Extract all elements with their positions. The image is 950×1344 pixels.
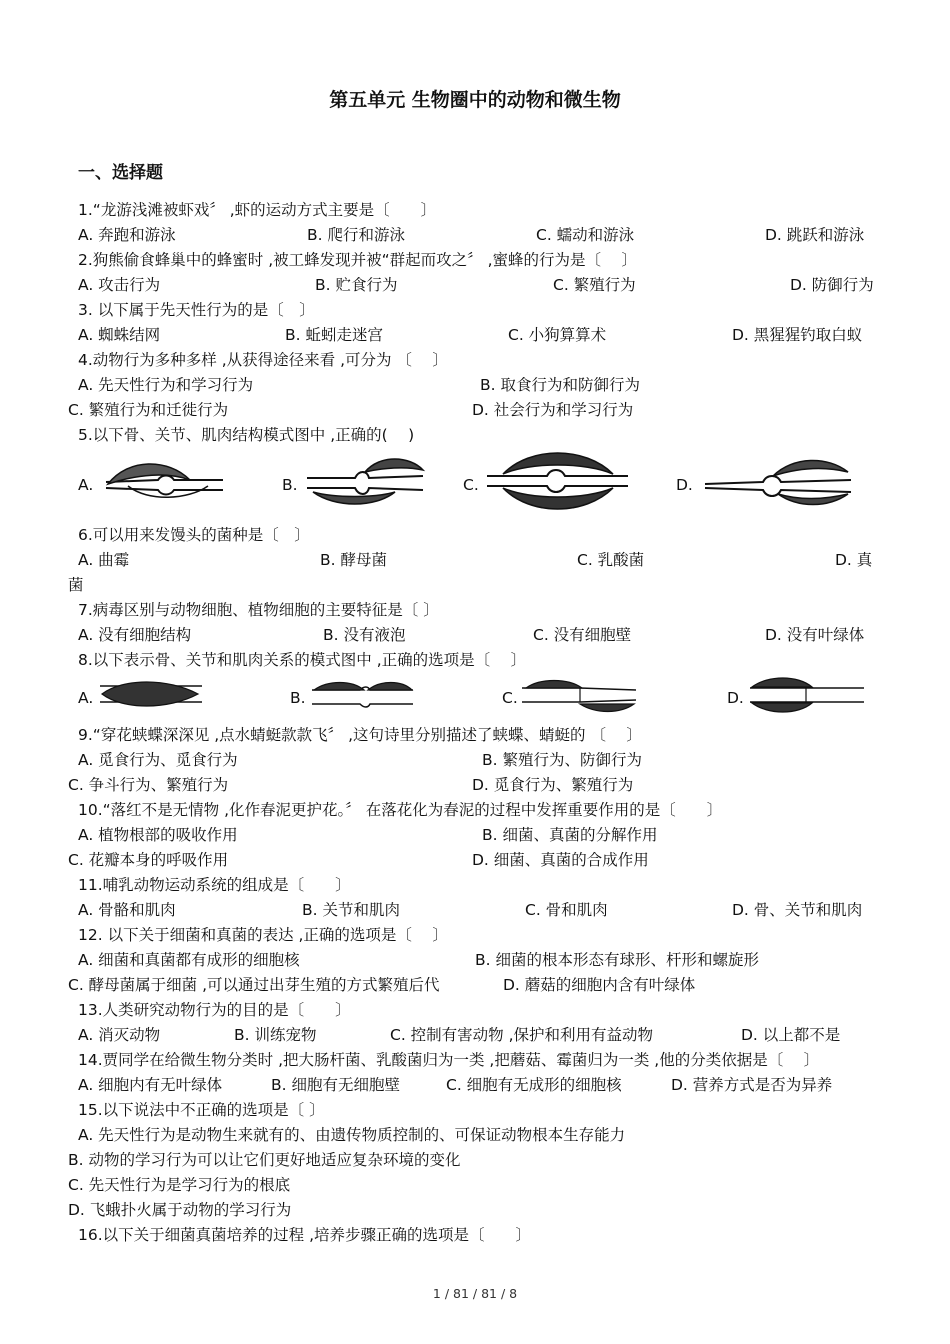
question-1-stem: 1.“龙游浅滩被虾戏〞 ,虾的运动方式主要是〔 〕 xyxy=(78,201,437,219)
question-15-stem: 15.以下说法中不正确的选项是〔 〕 xyxy=(78,1101,325,1119)
question-14-option-d[interactable]: D. 营养方式是否为异养 xyxy=(671,1076,833,1094)
question-3-stem: 3. 以下属于先天性行为的是〔 〕 xyxy=(78,301,315,319)
question-13-stem: 13.人类研究动物行为的目的是〔 〕 xyxy=(78,1001,351,1019)
question-11-stem: 11.哺乳动物运动系统的组成是〔 〕 xyxy=(78,876,351,894)
question-11-option-b[interactable]: B. 关节和肌肉 xyxy=(302,901,400,919)
question-15-option-d[interactable]: D. 飞蛾扑火属于动物的学习行为 xyxy=(68,1201,292,1219)
question-7-option-a[interactable]: A. 没有细胞结构 xyxy=(78,626,192,644)
question-15-option-b[interactable]: B. 动物的学习行为可以让它们更好地适应复杂环境的变化 xyxy=(68,1151,461,1169)
page-title: 第五单元 生物圈中的动物和微生物 xyxy=(329,89,621,111)
question-8-option-a[interactable]: A. xyxy=(78,689,94,707)
question-6-option-d-wrap: 菌 xyxy=(68,576,84,594)
question-1-option-a[interactable]: A. 奔跑和游泳 xyxy=(78,226,176,244)
question-4-stem: 4.动物行为多种多样 ,从获得途径来看 ,可分为 〔 〕 xyxy=(78,351,448,369)
question-12-option-c[interactable]: C. 酵母菌属于细菌 ,可以通过出芽生殖的方式繁殖后代 xyxy=(68,976,440,994)
question-4-option-b[interactable]: B. 取食行为和防御行为 xyxy=(480,376,640,394)
question-5-option-d[interactable]: D. xyxy=(676,476,693,494)
question-8-figure-a xyxy=(98,676,204,712)
question-3-option-d[interactable]: D. 黑猩猩钓取白蚁 xyxy=(732,326,863,344)
question-15-option-c[interactable]: C. 先天性行为是学习行为的根底 xyxy=(68,1176,291,1194)
question-5-option-b[interactable]: B. xyxy=(282,476,298,494)
question-13-option-a[interactable]: A. 消灭动物 xyxy=(78,1026,161,1044)
question-5-figure-b xyxy=(305,452,425,510)
question-5-figure-d xyxy=(703,452,853,510)
question-13-option-b[interactable]: B. 训练宠物 xyxy=(234,1026,317,1044)
question-6-stem: 6.可以用来发馒头的菌种是〔 〕 xyxy=(78,526,310,544)
question-1-option-b[interactable]: B. 爬行和游泳 xyxy=(307,226,405,244)
question-10-option-c[interactable]: C. 花瓣本身的呼吸作用 xyxy=(68,851,229,869)
question-11-option-d[interactable]: D. 骨、关节和肌肉 xyxy=(732,901,863,919)
question-14-option-a[interactable]: A. 细胞内有无叶绿体 xyxy=(78,1076,223,1094)
question-14-option-b[interactable]: B. 细胞有无细胞壁 xyxy=(271,1076,400,1094)
question-4-option-d[interactable]: D. 社会行为和学习行为 xyxy=(472,401,634,419)
question-8-option-b[interactable]: B. xyxy=(290,689,306,707)
question-8-option-d[interactable]: D. xyxy=(727,689,744,707)
question-9-option-a[interactable]: A. 觅食行为、觅食行为 xyxy=(78,751,238,769)
question-2-option-c[interactable]: C. 繁殖行为 xyxy=(553,276,636,294)
question-14-option-c[interactable]: C. 细胞有无成形的细胞核 xyxy=(446,1076,622,1094)
question-3-option-a[interactable]: A. 蜘蛛结网 xyxy=(78,326,161,344)
question-9-stem: 9.“穿花蛱蝶深深见 ,点水蜻蜓款款飞〞 ,这句诗里分别描述了蛱蝶、蜻蜓的 〔 〕 xyxy=(78,726,642,744)
question-13-option-c[interactable]: C. 控制有害动物 ,保护和利用有益动物 xyxy=(390,1026,654,1044)
question-5-figure-a xyxy=(98,452,228,510)
question-5-figure-c xyxy=(485,448,630,514)
question-9-option-b[interactable]: B. 繁殖行为、防御行为 xyxy=(482,751,642,769)
question-6-option-c[interactable]: C. 乳酸菌 xyxy=(577,551,645,569)
question-13-option-d[interactable]: D. 以上都不是 xyxy=(741,1026,841,1044)
question-16-stem: 16.以下关于细菌真菌培养的过程 ,培养步骤正确的选项是〔 〕 xyxy=(78,1226,532,1244)
question-1-option-c[interactable]: C. 蠕动和游泳 xyxy=(536,226,635,244)
question-12-option-a[interactable]: A. 细菌和真菌都有成形的细胞核 xyxy=(78,951,300,969)
question-5-stem: 5.以下骨、关节、肌肉结构模式图中 ,正确的( ) xyxy=(78,426,415,444)
question-1-option-d[interactable]: D. 跳跃和游泳 xyxy=(765,226,865,244)
question-12-option-b[interactable]: B. 细菌的根本形态有球形、杆形和螺旋形 xyxy=(475,951,759,969)
question-11-option-c[interactable]: C. 骨和肌肉 xyxy=(525,901,608,919)
question-6-option-d[interactable]: D. 真 xyxy=(835,551,873,569)
question-12-option-d[interactable]: D. 蘑菇的细胞内含有叶绿体 xyxy=(503,976,696,994)
section-heading: 一、选择题 xyxy=(78,163,163,183)
question-11-option-a[interactable]: A. 骨骼和肌肉 xyxy=(78,901,176,919)
question-7-option-d[interactable]: D. 没有叶绿体 xyxy=(765,626,865,644)
question-7-option-c[interactable]: C. 没有细胞壁 xyxy=(533,626,632,644)
question-2-option-d[interactable]: D. 防御行为 xyxy=(790,276,874,294)
question-8-stem: 8.以下表示骨、关节和肌肉关系的模式图中 ,正确的选项是〔 〕 xyxy=(78,651,527,669)
question-14-stem: 14.贾同学在给微生物分类时 ,把大肠杆菌、乳酸菌归为一类 ,把蘑菇、霉菌归为一类 ,他的分类依据是〔 〕 xyxy=(78,1051,820,1069)
question-10-option-d[interactable]: D. 细菌、真菌的合成作用 xyxy=(472,851,649,869)
question-8-option-c[interactable]: C. xyxy=(502,689,518,707)
question-15-option-a[interactable]: A. 先天性行为是动物生来就有的、由遗传物质控制的、可保证动物根本生存能力 xyxy=(78,1126,626,1144)
question-8-figure-c xyxy=(520,676,638,714)
question-9-option-c[interactable]: C. 争斗行为、繁殖行为 xyxy=(68,776,229,794)
question-3-option-b[interactable]: B. 蚯蚓走迷宫 xyxy=(285,326,383,344)
question-2-stem: 2.狗熊偷食蜂巢中的蜂蜜时 ,被工蜂发现并被“群起而攻之〞 ,蜜蜂的行为是〔 〕 xyxy=(78,251,637,269)
question-8-figure-b xyxy=(310,678,415,714)
question-10-option-a[interactable]: A. 植物根部的吸收作用 xyxy=(78,826,238,844)
question-10-option-b[interactable]: B. 细菌、真菌的分解作用 xyxy=(482,826,658,844)
question-4-option-a[interactable]: A. 先天性行为和学习行为 xyxy=(78,376,254,394)
question-12-stem: 12. 以下关于细菌和真菌的表达 ,正确的选项是〔 〕 xyxy=(78,926,448,944)
page-number: 1 / 81 / 81 / 8 xyxy=(432,1286,518,1301)
question-5-option-c[interactable]: C. xyxy=(463,476,479,494)
question-2-option-b[interactable]: B. 贮食行为 xyxy=(315,276,398,294)
question-4-option-c[interactable]: C. 繁殖行为和迁徙行为 xyxy=(68,401,229,419)
question-6-option-b[interactable]: B. 酵母菌 xyxy=(320,551,387,569)
question-5-option-a[interactable]: A. xyxy=(78,476,94,494)
question-3-option-c[interactable]: C. 小狗算算术 xyxy=(508,326,607,344)
question-7-stem: 7.病毒区别与动物细胞、植物细胞的主要特征是〔 〕 xyxy=(78,601,439,619)
question-8-figure-d xyxy=(748,674,866,714)
question-2-option-a[interactable]: A. 攻击行为 xyxy=(78,276,161,294)
question-9-option-d[interactable]: D. 觅食行为、繁殖行为 xyxy=(472,776,634,794)
question-6-option-a[interactable]: A. 曲霉 xyxy=(78,551,130,569)
question-7-option-b[interactable]: B. 没有液泡 xyxy=(323,626,406,644)
question-10-stem: 10.“落红不是无情物 ,化作春泥更护花。〞 在落花化为春泥的过程中发挥重要作用的是〔 〕 xyxy=(78,801,723,819)
